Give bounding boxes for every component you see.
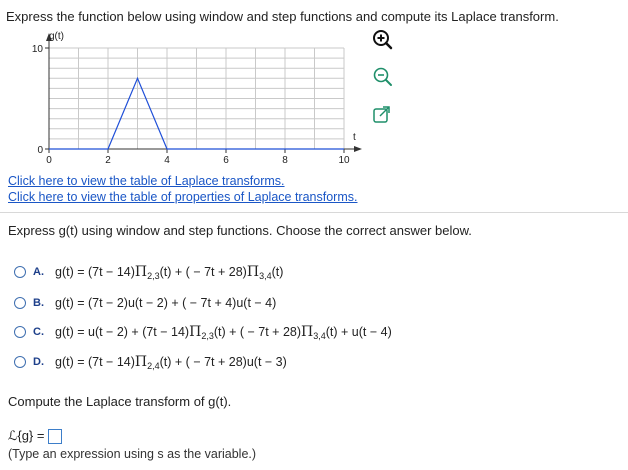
- x-tick-label: 8: [282, 155, 288, 166]
- choice-d-radio[interactable]: [14, 356, 26, 368]
- choice-d-letter: D.: [33, 356, 44, 368]
- choice-a[interactable]: [14, 262, 283, 282]
- choice-a-expression: $g(t) = (7t - 14)\Pi_{2,3}(t)$ + ( − $7t + 28)\Pi_{3,4}(t)$: [55, 263, 284, 281]
- choice-c-radio[interactable]: [14, 326, 26, 338]
- input-hint: (Type an expression using s as the variable.): [8, 447, 257, 461]
- y-tick-label: 0: [37, 145, 43, 156]
- graph-grid: [49, 48, 344, 149]
- instruction-text: Express g(t) using window and step functions. Choose the correct answer below.: [8, 223, 472, 238]
- x-axis-arrow: [354, 146, 362, 152]
- choice-a-letter: A.: [33, 266, 44, 278]
- question-prompt: Express the function below using window and step functions and compute its Laplace transform.: [6, 9, 559, 24]
- zoom-in-icon: [371, 29, 393, 51]
- x-axis-label: t: [353, 132, 356, 143]
- x-tick-label: 4: [164, 155, 170, 166]
- divider: [0, 212, 628, 213]
- popout-icon: [371, 104, 393, 126]
- x-tick-label: 2: [105, 155, 111, 166]
- choice-c-letter: C.: [33, 326, 44, 338]
- zoom-out-icon: [371, 66, 393, 88]
- zoom-out-button[interactable]: [371, 66, 393, 88]
- laplace-answer-row: [8, 428, 62, 444]
- choice-b-expression: g(t) = (7t − 2)u(t − 2) + ( − 7t + 4)u(t − 4): [55, 296, 277, 310]
- popout-button[interactable]: [371, 104, 393, 126]
- function-graph: [0, 28, 400, 170]
- choice-d[interactable]: [14, 352, 287, 372]
- compute-prompt: Compute the Laplace transform of g(t).: [8, 394, 232, 409]
- choice-b-letter: B.: [33, 297, 44, 309]
- choice-a-radio[interactable]: [14, 266, 26, 278]
- choice-b[interactable]: [14, 293, 276, 313]
- laplace-label: ℒ{g} =: [8, 428, 45, 443]
- zoom-in-button[interactable]: [371, 29, 393, 51]
- laplace-properties-link[interactable]: Click here to view the table of properties of Laplace transforms.: [8, 190, 358, 204]
- laplace-table-link[interactable]: Click here to view the table of Laplace transforms.: [8, 174, 285, 188]
- x-tick-label: 10: [338, 155, 350, 166]
- y-axis-label: g(t): [49, 31, 64, 42]
- choice-c[interactable]: [14, 322, 392, 342]
- choice-c-expression: $g(t) = u(t - 2) + (7t - 14)\Pi_{2,3}(t)$ + ( − $7t + 28)\Pi_{3,4}(t) + u(t - 4)$: [55, 323, 392, 341]
- answer-input[interactable]: [48, 429, 62, 444]
- choice-d-expression: $g(t) = (7t - 14)\Pi_{2,4}(t)$ + ( − 7t + 28)u(t − 3): [55, 353, 287, 371]
- choice-b-radio[interactable]: [14, 297, 26, 309]
- x-tick-label: 0: [46, 155, 52, 166]
- y-tick-label: 10: [31, 44, 43, 55]
- x-tick-label: 6: [223, 155, 229, 166]
